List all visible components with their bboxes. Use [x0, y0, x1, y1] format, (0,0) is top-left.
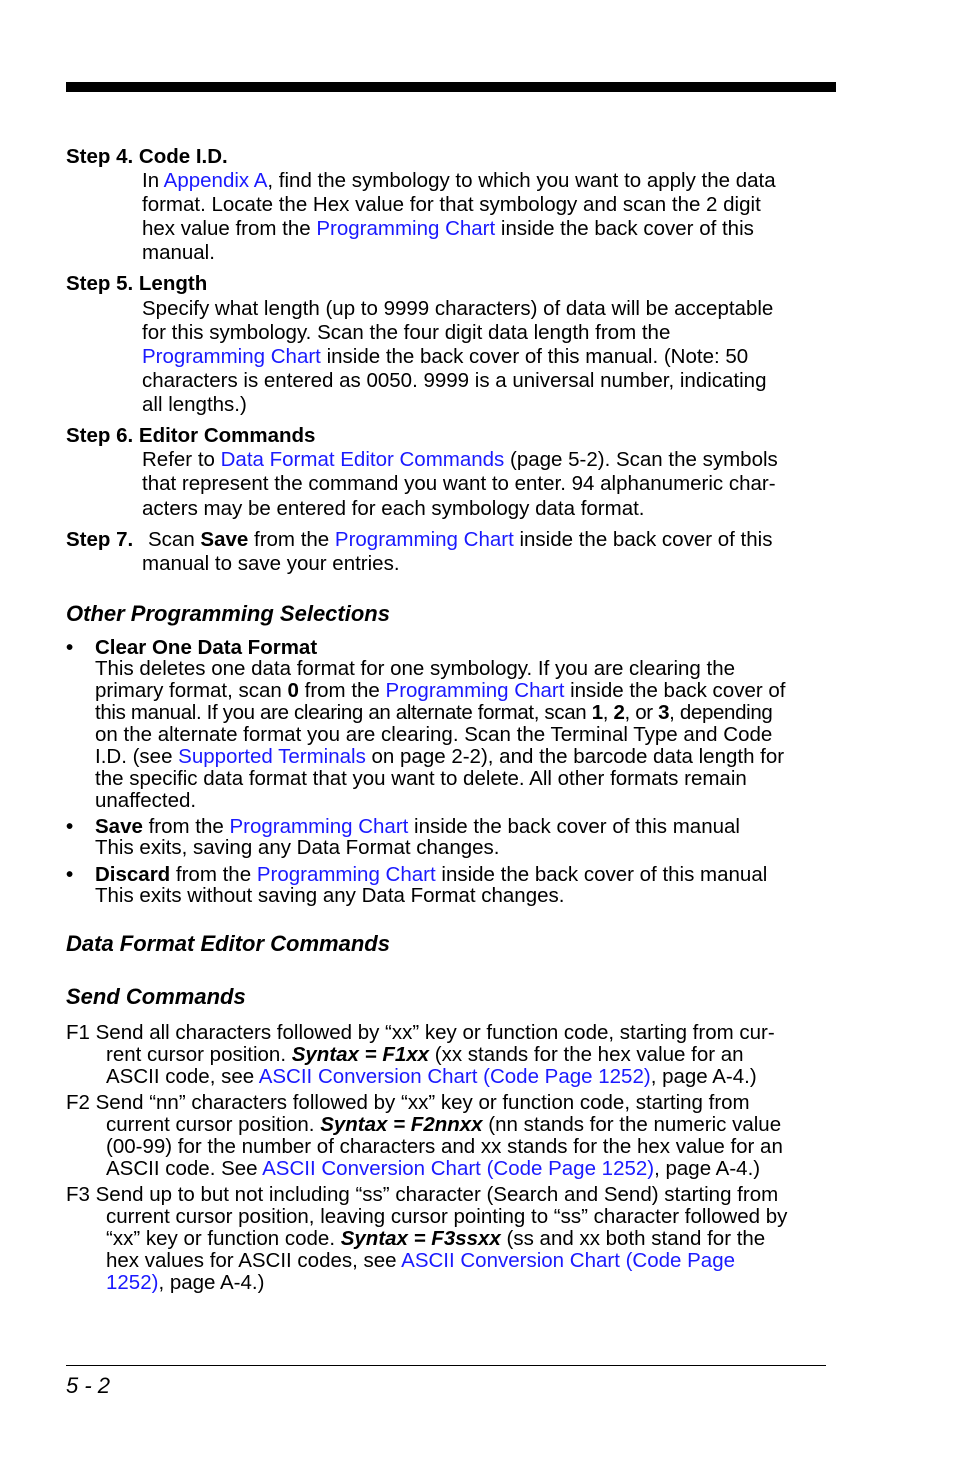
step-4-title: Step 4. Code I.D.: [66, 145, 228, 168]
f2-text: [106, 1114, 781, 1136]
f3-text: [106, 1250, 735, 1272]
step-5-text: Specify what length (up to 9999 characters) of data will be acceptable: [142, 297, 774, 320]
text: Scan: [148, 528, 201, 551]
clear-one-text: on the alternate format you are clearing. Scan the Terminal Type and Code: [95, 723, 773, 746]
text: rent cursor position.: [106, 1043, 292, 1066]
text: 2: [613, 701, 625, 724]
other-programming-heading: Other Programming Selections: [66, 601, 390, 626]
syntax-label: Syntax = F2nnxx: [320, 1113, 483, 1136]
text: ASCII code. See: [106, 1157, 263, 1180]
data-format-editor-heading: Data Format Editor Commands: [66, 931, 390, 956]
text: this manual. If you are clearing an alternate format, scan: [95, 701, 592, 724]
ascii-conversion-chart-link[interactable]: ASCII Conversion Chart (Code Page 1252): [258, 1065, 651, 1088]
save-label: Save: [200, 528, 249, 551]
programming-chart-link[interactable]: Programming Chart: [385, 679, 565, 702]
text: 0: [287, 679, 299, 702]
step-4-text: manual.: [142, 241, 215, 264]
clear-one-text: [95, 746, 784, 768]
step-5-title: Step 5. Length: [66, 272, 208, 295]
save-label: Save: [95, 815, 143, 838]
step-5-text: for this symbology. Scan the four digit data length from the: [142, 321, 671, 344]
text: inside the back cover of this manual: [435, 863, 768, 886]
save-item-text: This exits, saving any Data Format changes.: [95, 836, 500, 859]
syntax-label: Syntax = F3ssxx: [340, 1227, 501, 1250]
text: inside the back cover of this: [495, 217, 754, 240]
footer-rule: [66, 1365, 826, 1366]
text: “xx” key or function code.: [106, 1227, 341, 1250]
step-6-title: Step 6. Editor Commands: [66, 424, 316, 447]
syntax-label: Syntax = F1xx: [291, 1043, 430, 1066]
header-rule: [66, 82, 836, 92]
text: from the: [298, 679, 386, 702]
discard-label: Discard: [95, 863, 171, 886]
text: 3: [658, 701, 670, 724]
step-7-text: [148, 528, 772, 552]
text: current cursor position.: [106, 1113, 321, 1136]
f3-text: current cursor position, leaving cursor pointing to “ss” character followed by: [106, 1205, 788, 1228]
f1-text: [106, 1044, 744, 1066]
f3-text: F3 Send up to but not including “ss” character (Search and Send) starting from: [66, 1183, 779, 1206]
text: from the: [170, 863, 257, 886]
clear-one-text: the specific data format that you want to delete. All other formats remain: [95, 767, 747, 790]
text: primary format, scan: [95, 679, 288, 702]
step-6-text: acters may be entered for each symbology data format.: [142, 497, 645, 520]
step-4-text: [142, 169, 776, 193]
ascii-conversion-chart-link[interactable]: 1252): [106, 1271, 159, 1294]
bullet-icon: •: [66, 863, 74, 886]
step-5-text: all lengths.): [142, 393, 247, 416]
programming-chart-link[interactable]: Programming Chart: [316, 217, 496, 240]
clear-one-text: [95, 702, 772, 724]
step-4-text: format. Locate the Hex value for that symbology and scan the 2 digit: [142, 193, 761, 216]
step-6-text: [142, 448, 778, 472]
bullet-icon: •: [66, 815, 74, 838]
text: , page A-4.): [654, 1157, 761, 1180]
text: inside the back cover of this: [513, 528, 773, 551]
bullet-icon: •: [66, 636, 74, 659]
discard-item-text: This exits without saving any Data Format changes.: [95, 884, 565, 907]
supported-terminals-link[interactable]: Supported Terminals: [178, 745, 366, 768]
step-5-text: [142, 345, 748, 369]
appendix-a-link[interactable]: Appendix A: [163, 169, 268, 192]
f3-text: [106, 1228, 765, 1250]
ascii-conversion-chart-link[interactable]: ASCII Conversion Chart (Code Page 1252): [262, 1157, 655, 1180]
text: ASCII code, see: [106, 1065, 259, 1088]
text: , page A-4.): [158, 1271, 265, 1294]
f1-text: [106, 1066, 757, 1088]
text: Refer to: [142, 448, 221, 471]
step-7-text: manual to save your entries.: [142, 552, 400, 575]
text: , depending: [669, 701, 773, 724]
f3-text: [106, 1272, 264, 1294]
text: from the: [142, 815, 230, 838]
clear-one-text: unaffected.: [95, 789, 197, 812]
text: inside the back cover of this manual: [408, 815, 740, 838]
text: , or: [624, 701, 659, 724]
text: 1: [591, 701, 603, 724]
text: (xx stands for the hex value for an: [429, 1043, 744, 1066]
text: inside the back cover of this manual. (Note: 50: [320, 345, 749, 368]
ascii-conversion-chart-link[interactable]: ASCII Conversion Chart (Code Page: [401, 1249, 735, 1272]
text: hex values for ASCII codes, see: [106, 1249, 402, 1272]
text: In: [142, 169, 164, 192]
page-number: 5 - 2: [66, 1373, 111, 1398]
text: hex value from the: [142, 217, 317, 240]
text: (page 5-2). Scan the symbols: [504, 448, 778, 471]
f2-text: (00-99) for the number of characters and xx stands for the hex value for an: [106, 1135, 783, 1158]
step-4-text: [142, 217, 754, 241]
programming-chart-link[interactable]: Programming Chart: [229, 815, 409, 838]
text: (nn stands for the numeric value: [482, 1113, 782, 1136]
text: I.D. (see: [95, 745, 179, 768]
text: inside the back cover of: [564, 679, 786, 702]
text: on page 2-2), and the barcode data length for: [365, 745, 785, 768]
text: from the: [248, 528, 335, 551]
send-commands-heading: Send Commands: [66, 984, 246, 1009]
programming-chart-link[interactable]: Programming Chart: [142, 345, 321, 368]
programming-chart-link[interactable]: Programming Chart: [256, 863, 436, 886]
f1-text: F1 Send all characters followed by “xx” key or function code, starting from cur-: [66, 1021, 775, 1044]
step-7-title: Step 7.: [66, 528, 134, 551]
f2-text: F2 Send “nn” characters followed by “xx” key or function code, starting from: [66, 1091, 750, 1114]
programming-chart-link[interactable]: Programming Chart: [334, 528, 514, 551]
step-6-text: that represent the command you want to enter. 94 alphanumeric char-: [142, 472, 776, 495]
data-format-editor-commands-link[interactable]: Data Format Editor Commands: [220, 448, 505, 471]
text: , page A-4.): [650, 1065, 757, 1088]
f2-text: [106, 1158, 760, 1180]
text: , find the symbology to which you want to apply the data: [267, 169, 776, 192]
clear-one-text: This deletes one data format for one symbology. If you are clearing the: [95, 657, 736, 680]
text: (ss and xx both stand for the: [500, 1227, 766, 1250]
step-5-text: characters is entered as 0050. 9999 is a universal number, indicating: [142, 369, 767, 392]
clear-one-text: [95, 680, 785, 702]
text: ,: [602, 701, 614, 724]
clear-one-title: Clear One Data Format: [95, 636, 318, 659]
